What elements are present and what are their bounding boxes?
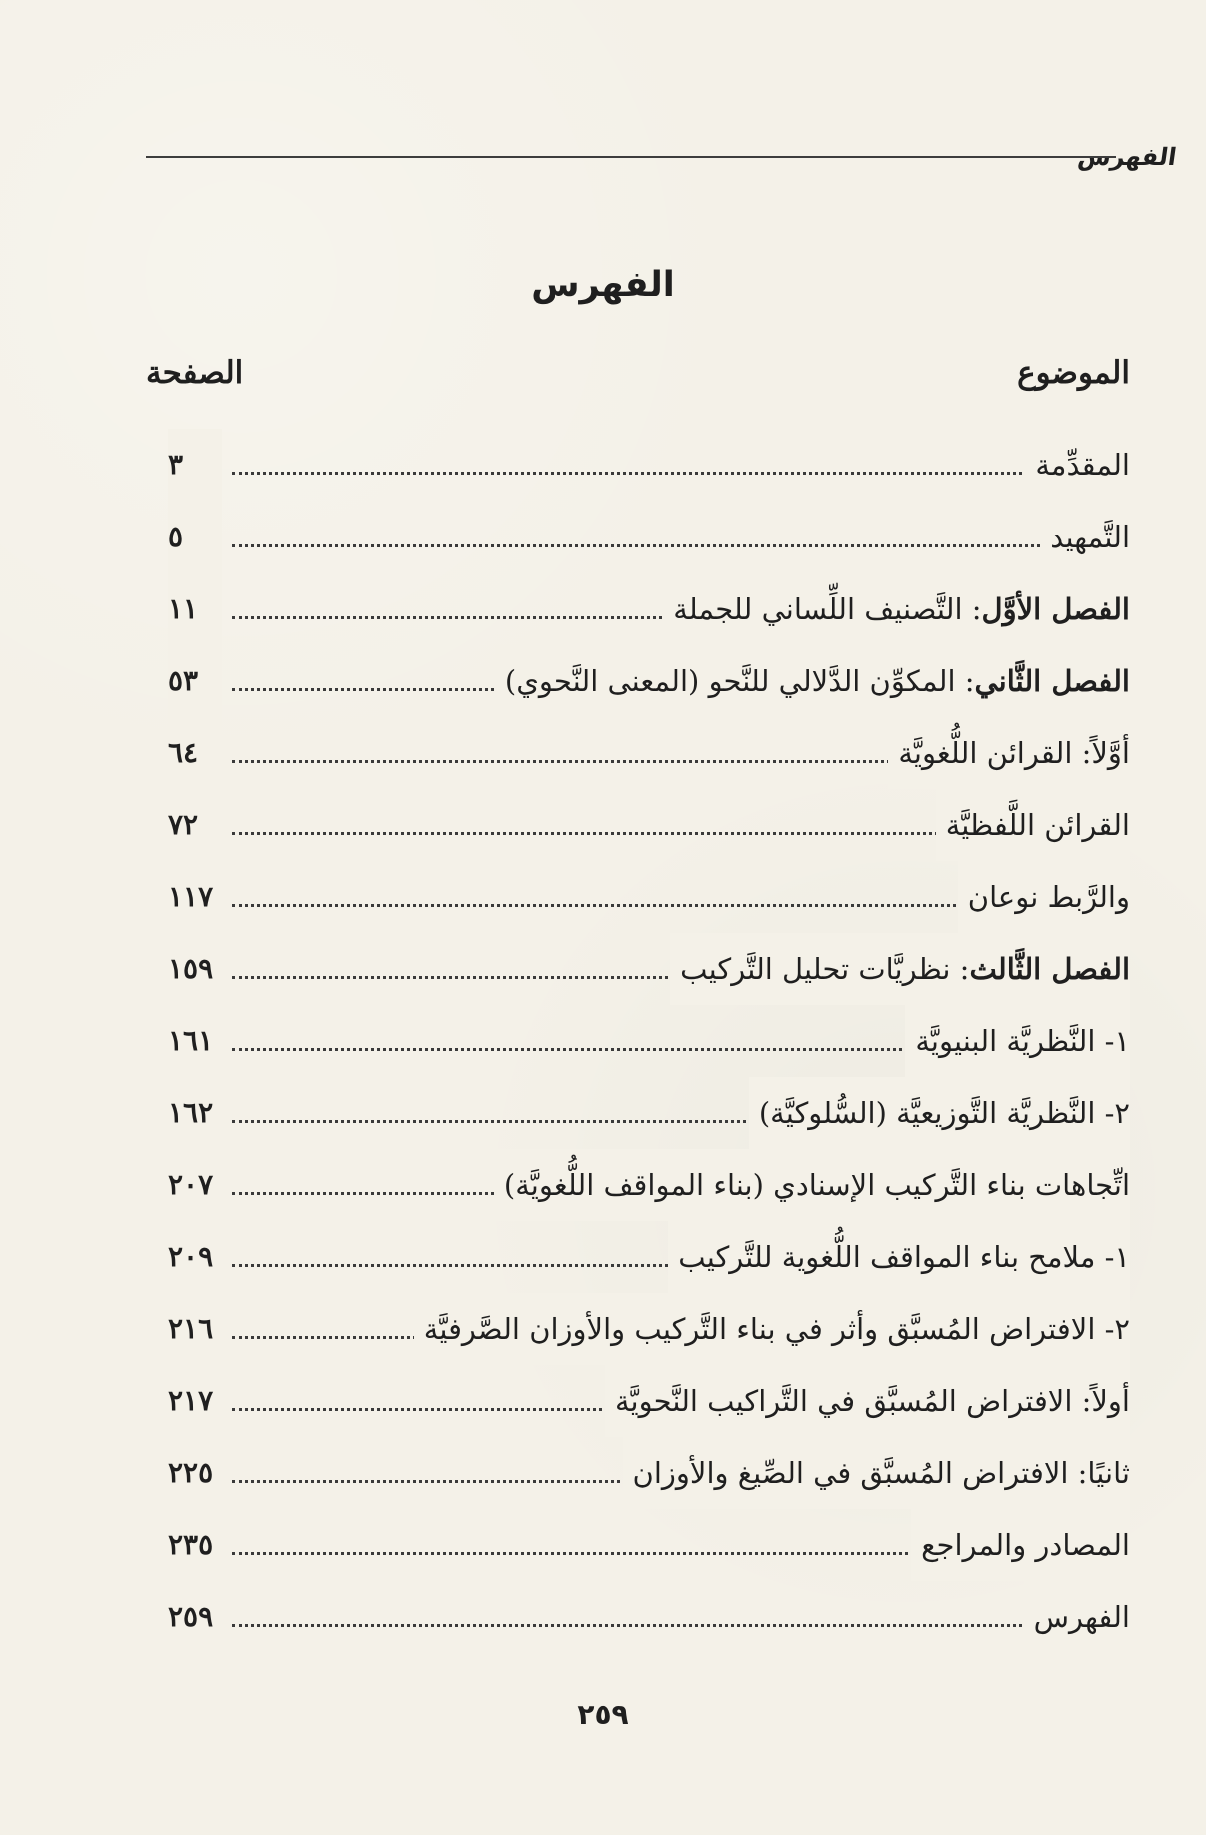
toc-header: [146, 355, 1130, 415]
subject-column-header: الموضوع: [1017, 355, 1130, 391]
toc-row: [146, 717, 1130, 789]
toc-entry-title: ٢- الافتراض المُسبَّق وأثر في بناء التَّركيب والأوزان الصَّرفيَّة: [414, 1293, 1130, 1365]
running-head-rule: [146, 156, 1116, 158]
toc-entry-title: ١- ملامح بناء المواقف اللُّغوية للتَّركيب: [668, 1221, 1130, 1293]
page-column-header: الصفحة: [146, 355, 244, 391]
dot-leader: [232, 472, 1130, 475]
dot-leader: [232, 1624, 1130, 1627]
toc-entry-title: ٢- النَّظريَّة التَّوزيعيَّة (السُّلوكيَّة): [749, 1077, 1130, 1149]
toc-entry-title: المصادر والمراجع: [911, 1509, 1130, 1581]
page-title: الفهرس: [531, 265, 675, 305]
toc-entry-title: التَّمهيد: [1040, 501, 1130, 573]
toc-entry-page: ٦٤: [168, 717, 222, 789]
toc-entry-page: ١١: [168, 573, 222, 645]
running-head-label: الفهرس: [1075, 143, 1178, 171]
toc-entry-page: ٢٥٩: [168, 1581, 222, 1653]
toc-entry-title: [495, 645, 1130, 717]
toc-entry-title: أولاً: الافتراض المُسبَّق في التَّراكيب النَّحويَّة: [605, 1365, 1130, 1437]
toc-entry-title: الفهرس: [1024, 1581, 1130, 1653]
toc-entry-title: [663, 573, 1130, 645]
toc-row: [146, 789, 1130, 861]
toc-entry-title: ثانيًا: الافتراض المُسبَّق في الصِّيغ والأوزان: [623, 1437, 1130, 1509]
toc-entry-page: ٧٢: [168, 789, 222, 861]
toc-row: [146, 1077, 1130, 1149]
chapter-label: الفصل الثَّاني: [974, 664, 1130, 698]
toc-entry-page: ١٦٢: [168, 1077, 222, 1149]
toc-entry-title: المقدِّمة: [1025, 429, 1130, 501]
toc-entry-page: ٢٣٥: [168, 1509, 222, 1581]
chapter-title: : التَّصنيف اللِّساني للجملة: [673, 592, 982, 626]
toc-row: [146, 1221, 1130, 1293]
page-number: ٢٥٩: [577, 1698, 629, 1731]
toc-entry-page: ١٥٩: [168, 933, 222, 1005]
toc-entry-title: القرائن اللَّفظيَّة: [936, 789, 1130, 861]
toc-entry-title: والرَّبط نوعان: [958, 861, 1130, 933]
running-head: [146, 145, 1176, 179]
toc-row: [146, 933, 1130, 1005]
toc-row: [146, 1509, 1130, 1581]
chapter-label: الفصل الثَّالث: [969, 952, 1130, 986]
toc-entry-title: [670, 933, 1130, 1005]
table-of-contents: [146, 355, 1130, 1653]
toc-entry-page: ١٦١: [168, 1005, 222, 1077]
toc-entry-page: ٢١٦: [168, 1293, 222, 1365]
toc-row: [146, 429, 1130, 501]
toc-entry-page: ١١٧: [168, 861, 222, 933]
toc-row: [146, 1005, 1130, 1077]
toc-row: [146, 573, 1130, 645]
toc-entry-title: ١- النَّظريَّة البنيويَّة: [905, 1005, 1130, 1077]
toc-row: [146, 1365, 1130, 1437]
toc-entry-page: ٥٣: [168, 645, 222, 717]
chapter-label: الفصل الأوَّل: [981, 592, 1130, 626]
dot-leader: [232, 544, 1130, 547]
toc-row: [146, 501, 1130, 573]
toc-row: [146, 1149, 1130, 1221]
toc-entry-page: ٢١٧: [168, 1365, 222, 1437]
chapter-title: : نظريَّات تحليل التَّركيب: [680, 952, 970, 986]
toc-entry-page: ٢٠٧: [168, 1149, 222, 1221]
toc-entry-title: اتِّجاهات بناء التَّركيب الإسنادي (بناء المواقف اللُّغويَّة): [494, 1149, 1130, 1221]
toc-entry-page: ٢٠٩: [168, 1221, 222, 1293]
toc-entry-page: ٥: [168, 501, 222, 573]
toc-entry-page: ٣: [168, 429, 222, 501]
toc-row: [146, 1581, 1130, 1653]
chapter-title: : المكوِّن الدَّلالي للنَّحو (المعنى النَّحوي): [504, 664, 975, 698]
toc-entry-title: أوَّلاً: القرائن اللُّغويَّة: [888, 717, 1130, 789]
toc-row: [146, 861, 1130, 933]
toc-row: [146, 645, 1130, 717]
toc-entry-page: ٢٢٥: [168, 1437, 222, 1509]
toc-row: [146, 1437, 1130, 1509]
toc-row: [146, 1293, 1130, 1365]
